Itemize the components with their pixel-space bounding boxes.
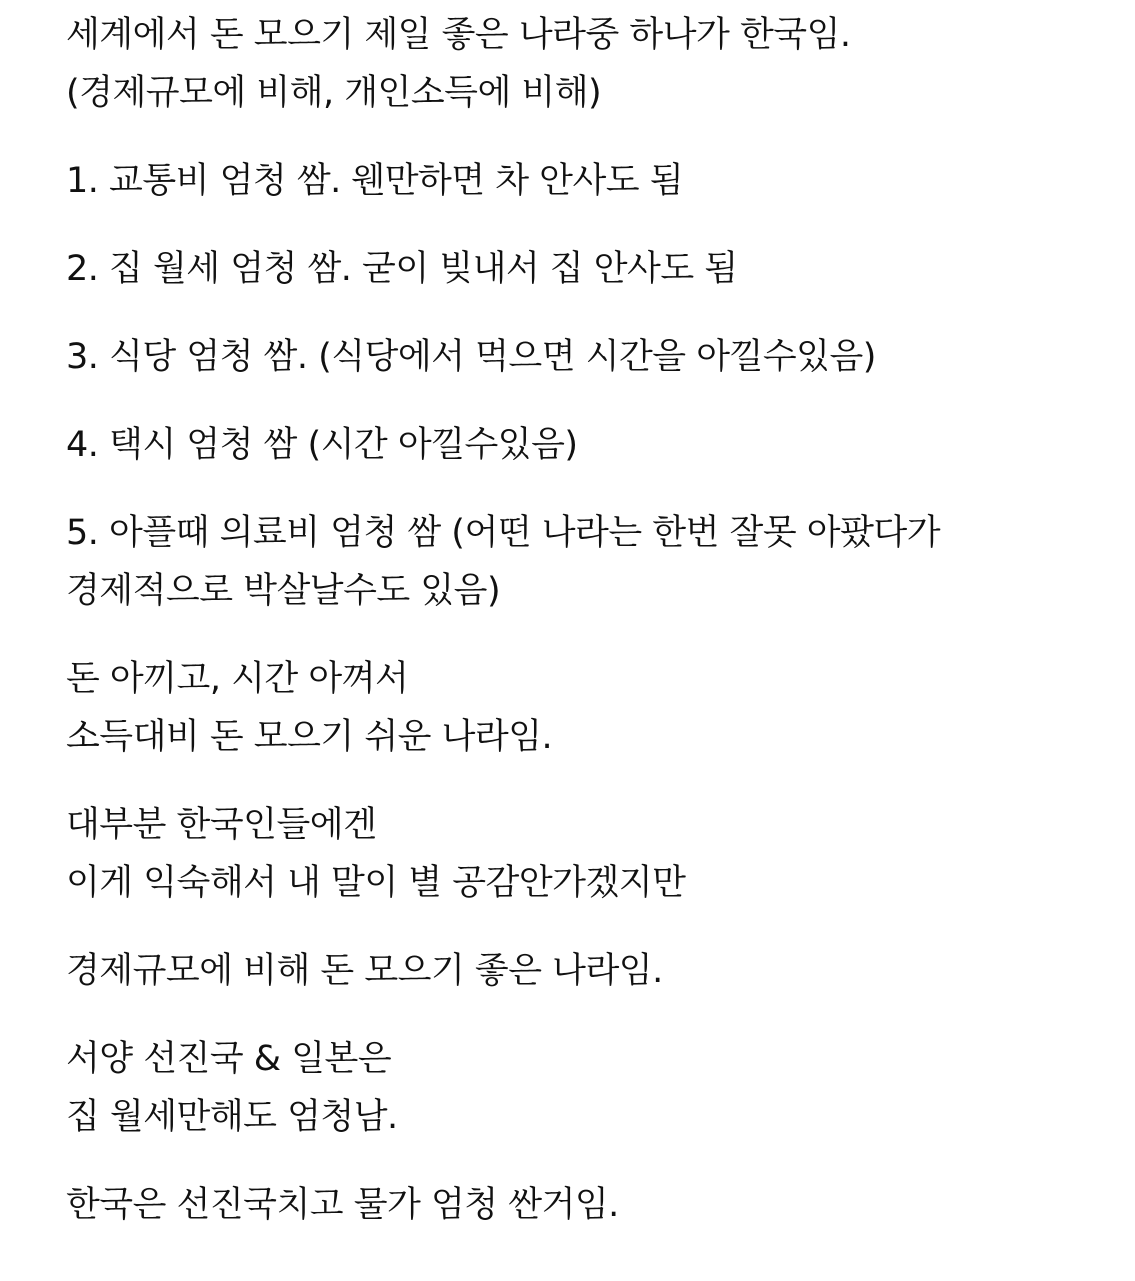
text-line: (경제규모에 비해, 개인소득에 비해) xyxy=(66,73,602,113)
text-line: 소득대비 돈 모으기 쉬운 나라임. xyxy=(66,717,553,757)
list-item-rent xyxy=(66,240,1106,298)
text-line: 경제규모에 비해 돈 모으기 좋은 나라임. xyxy=(66,951,663,991)
paragraph-conclusion xyxy=(66,1176,1106,1234)
text-line: 5. 아플때 의료비 엄청 쌈 (어떤 나라는 한번 잘못 아팠다가 xyxy=(66,513,940,553)
paragraph-west xyxy=(66,1030,1106,1146)
post-body xyxy=(66,6,1106,1264)
text-line: 경제적으로 박살날수도 있음) xyxy=(66,571,501,611)
text-line: 대부분 한국인들에겐 xyxy=(66,805,377,845)
list-item-taxi xyxy=(66,416,1106,474)
text-line: 2. 집 월세 엄청 쌈. 굳이 빚내서 집 안사도 됨 xyxy=(66,249,738,289)
list-item-transport xyxy=(66,152,1106,210)
paragraph-summary xyxy=(66,650,1106,766)
text-line: 집 월세만해도 엄청남. xyxy=(66,1097,398,1137)
text-line: 한국은 선진국치고 물가 엄청 싼거임. xyxy=(66,1185,619,1225)
text-line: 4. 택시 엄청 쌈 (시간 아낄수있음) xyxy=(66,425,578,465)
text-line: 돈 아끼고, 시간 아껴서 xyxy=(66,659,409,699)
list-item-medical xyxy=(66,504,1106,620)
paragraph-koreans xyxy=(66,796,1106,912)
text-line: 세계에서 돈 모으기 제일 좋은 나라중 하나가 한국임. xyxy=(66,15,851,55)
text-line: 3. 식당 엄청 쌈. (식당에서 먹으면 시간을 아낄수있음) xyxy=(66,337,876,377)
paragraph-economy xyxy=(66,942,1106,1000)
paragraph-intro xyxy=(66,6,1106,122)
text-line: 서양 선진국 & 일본은 xyxy=(66,1039,392,1079)
text-line: 이게 익숙해서 내 말이 별 공감안가겠지만 xyxy=(66,863,686,903)
list-item-restaurant xyxy=(66,328,1106,386)
text-line: 1. 교통비 엄청 쌈. 웬만하면 차 안사도 됨 xyxy=(66,161,684,201)
